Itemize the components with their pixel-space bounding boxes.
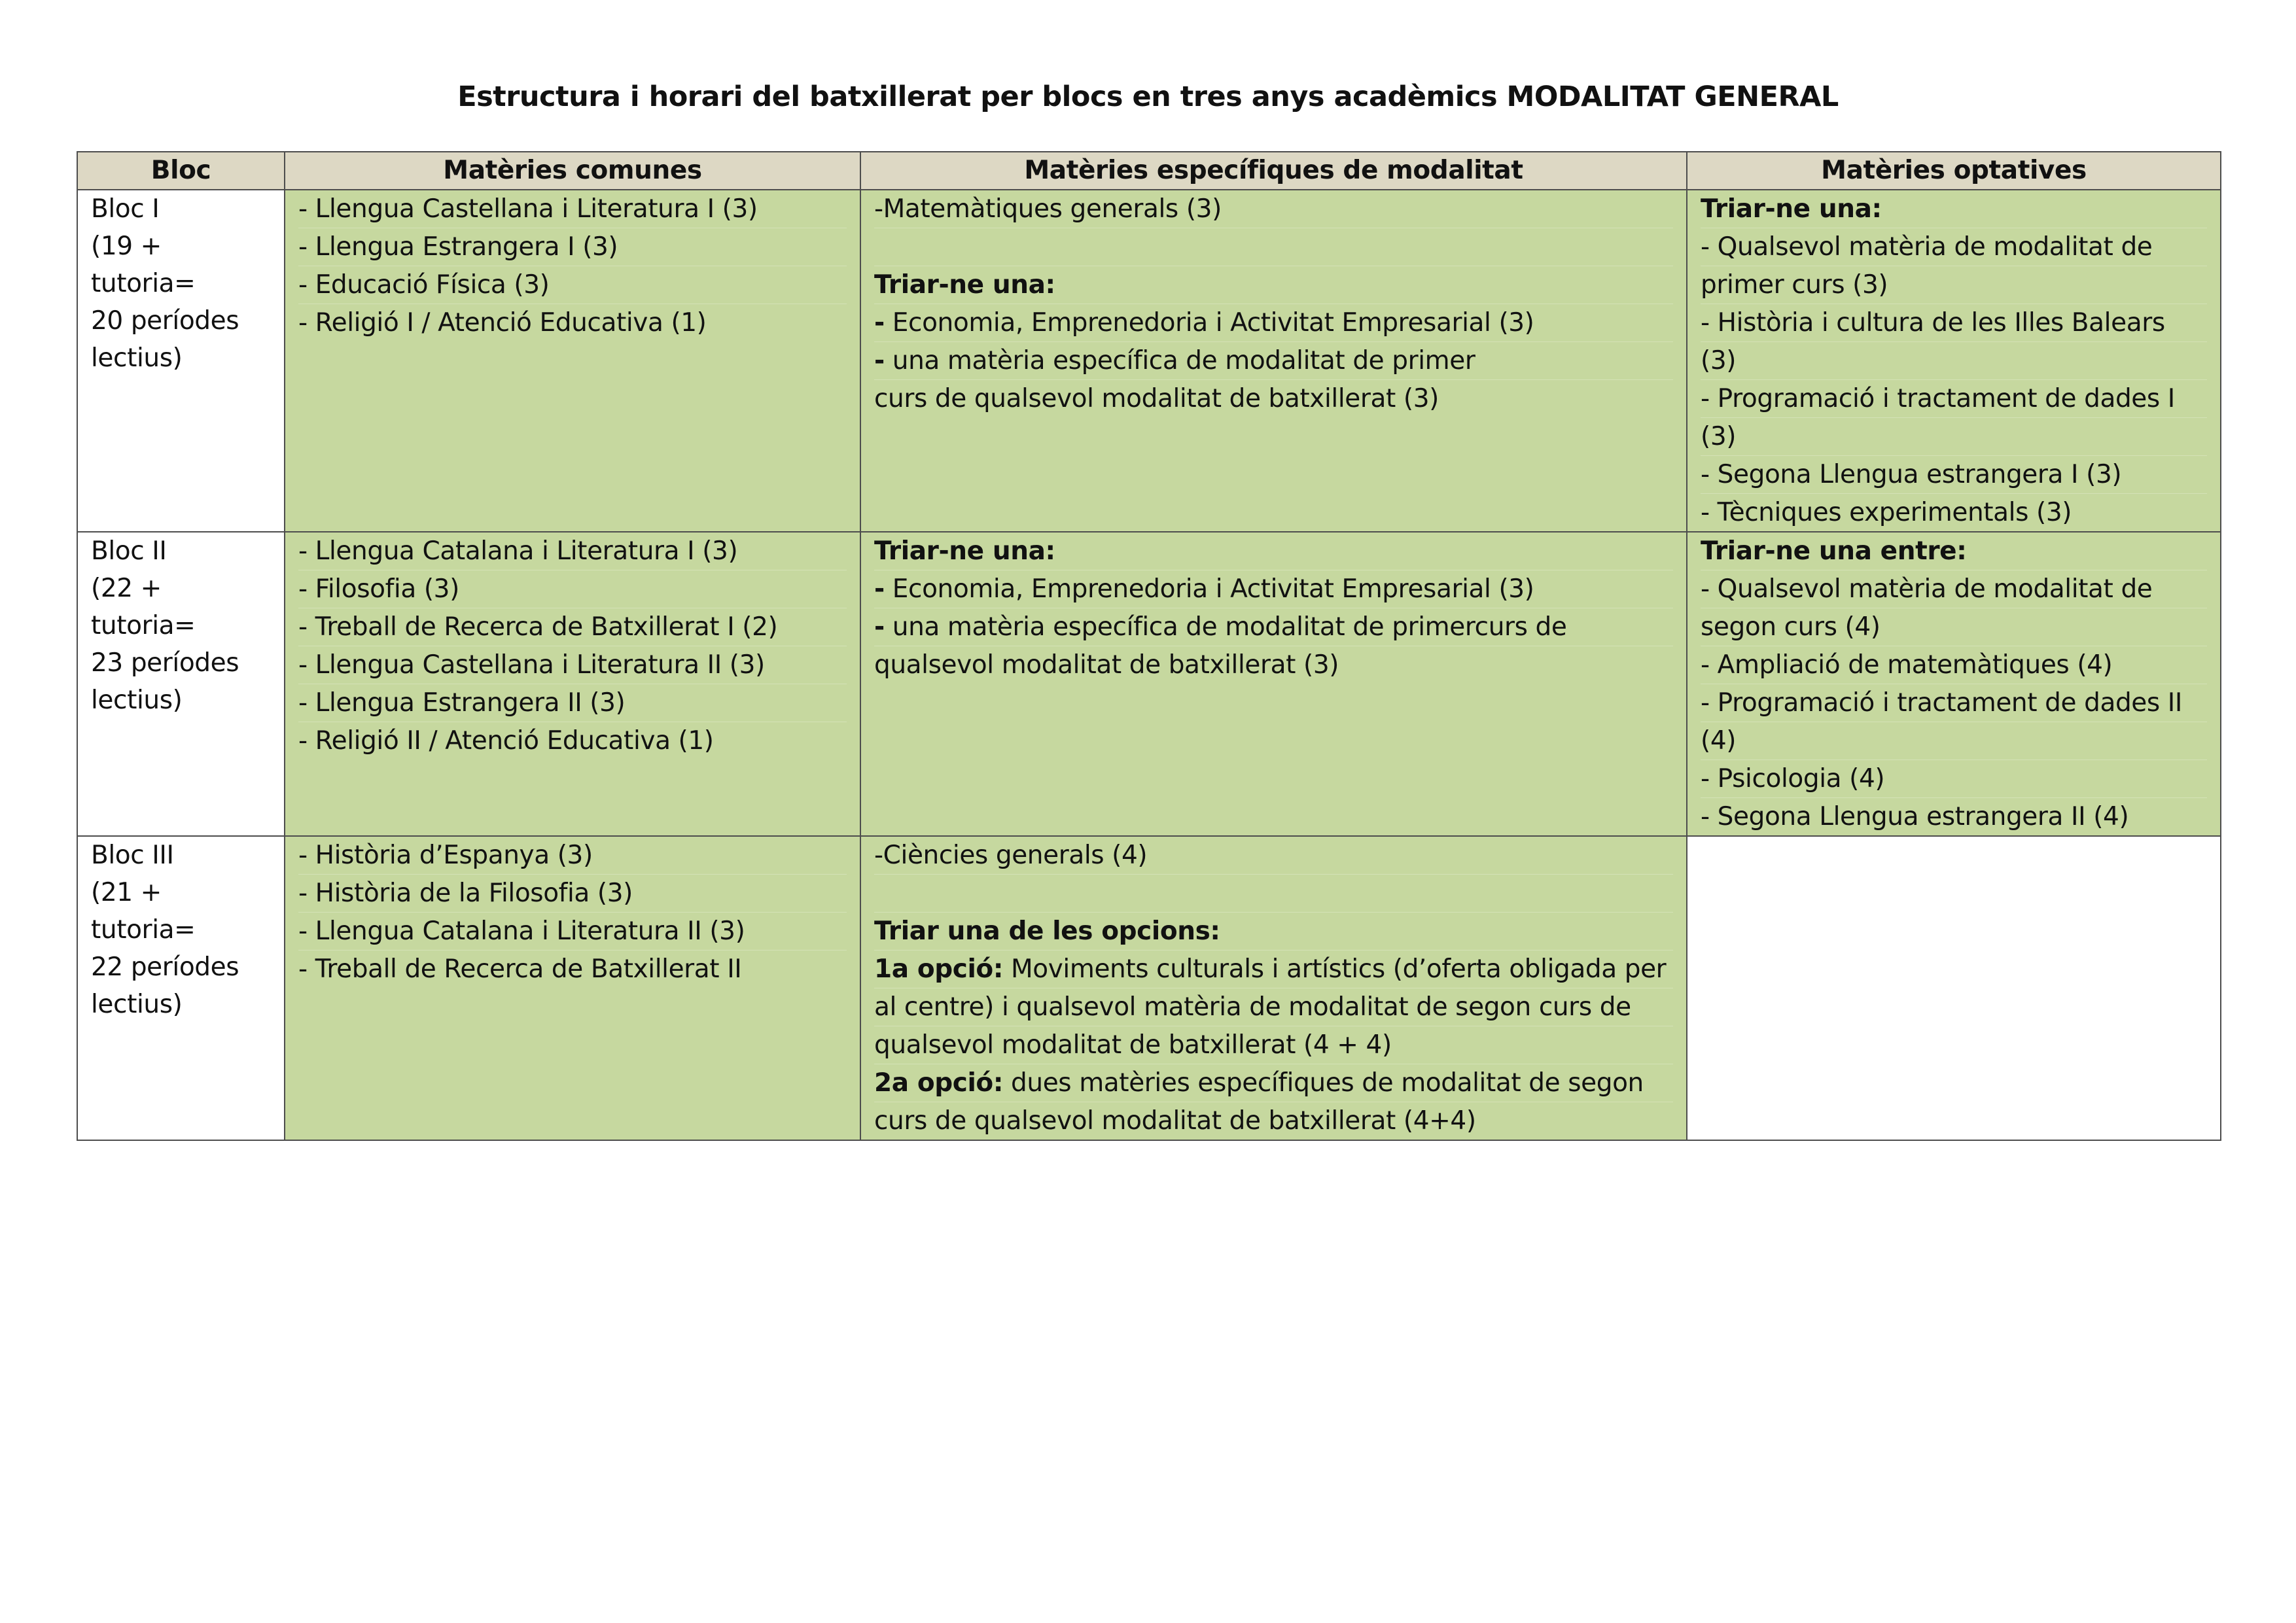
subject-item: - Llengua Catalana i Literatura I (3) bbox=[298, 532, 847, 570]
bloc-name: Bloc II bbox=[91, 536, 167, 566]
choice-heading bbox=[874, 913, 1673, 951]
optatives-cell bbox=[1687, 190, 2221, 532]
blank-line bbox=[874, 228, 1673, 266]
bloc-hours: 22 períodes bbox=[91, 952, 239, 982]
subject-item: - Programació i tractament de dades II bbox=[1701, 684, 2207, 722]
subject-item: - Història i cultura de les Illes Balears bbox=[1701, 304, 2207, 342]
subject-text: una matèria específica de modalitat de primercurs de bbox=[884, 612, 1567, 642]
header-materies-especifiques: Matèries específiques de modalitat bbox=[860, 152, 1687, 190]
subject-item: - Història de la Filosofia (3) bbox=[298, 875, 847, 913]
schedule-table bbox=[77, 151, 2221, 1141]
choice-heading-text: Triar una de les opcions: bbox=[874, 916, 1220, 946]
subject-item: - Ampliació de matemàtiques (4) bbox=[1701, 646, 2207, 684]
choice-heading bbox=[874, 266, 1673, 304]
header-materies-comunes: Matèries comunes bbox=[285, 152, 860, 190]
bloc-cell bbox=[77, 836, 285, 1140]
choice-heading bbox=[874, 532, 1673, 570]
subject-text: Economia, Emprenedoria i Activitat Empresarial (3) bbox=[884, 574, 1534, 604]
subject-item: - Qualsevol matèria de modalitat de bbox=[1701, 570, 2207, 608]
choice-heading-text: Triar-ne una: bbox=[874, 536, 1055, 566]
choice-heading-text: Triar-ne una entre: bbox=[1701, 536, 1967, 566]
bloc-hours: (22 + tutoria= bbox=[91, 574, 196, 640]
subject-item bbox=[874, 342, 1673, 380]
subject-item: - Segona Llengua estrangera II (4) bbox=[1701, 802, 2129, 831]
subject-item: - Llengua Estrangera I (3) bbox=[298, 228, 847, 266]
subject-item: (4) bbox=[1701, 722, 2207, 760]
subject-item: - Educació Física (3) bbox=[298, 266, 847, 304]
especifiques-cell bbox=[860, 532, 1687, 836]
subject-item: - Psicologia (4) bbox=[1701, 760, 2207, 798]
option-text-line: al centre) i qualsevol matèria de modalitat de segon curs de bbox=[874, 988, 1673, 1026]
dash-mark: - bbox=[874, 346, 885, 375]
subject-item: - Segona Llengua estrangera I (3) bbox=[1701, 456, 2207, 494]
table-header-row bbox=[77, 152, 2221, 190]
blank-line bbox=[874, 875, 1673, 913]
comunes-cell bbox=[285, 836, 860, 1140]
option-text-line: qualsevol modalitat de batxillerat (4 + 4) bbox=[874, 1026, 1673, 1064]
optatives-cell bbox=[1687, 532, 2221, 836]
subject-item: primer curs (3) bbox=[1701, 266, 2207, 304]
subject-item: -Matemàtiques generals (3) bbox=[874, 190, 1673, 228]
dash-mark: - bbox=[874, 612, 885, 642]
subject-item: - Llengua Estrangera II (3) bbox=[298, 684, 847, 722]
bloc-hours: 23 períodes bbox=[91, 648, 239, 678]
subject-item: - Qualsevol matèria de modalitat de bbox=[1701, 228, 2207, 266]
header-bloc: Bloc bbox=[77, 152, 285, 190]
header-materies-optatives: Matèries optatives bbox=[1687, 152, 2221, 190]
dash-mark: - bbox=[874, 308, 885, 338]
choice-heading bbox=[1701, 190, 2207, 228]
subject-text: una matèria específica de modalitat de primer bbox=[884, 346, 1475, 375]
bloc-name: Bloc I bbox=[91, 194, 160, 224]
bloc-hours: lectius) bbox=[91, 990, 183, 1019]
subject-item: - Història d’Espanya (3) bbox=[298, 837, 847, 875]
subject-item: - Filosofia (3) bbox=[298, 570, 847, 608]
subject-item: - Treball de Recerca de Batxillerat I (2) bbox=[298, 608, 847, 646]
option-text: Moviments culturals i artístics (d’oferta obligada per bbox=[1003, 954, 1667, 984]
especifiques-cell bbox=[860, 190, 1687, 532]
option-text-line: curs de qualsevol modalitat de batxillerat (4+4) bbox=[874, 1106, 1476, 1136]
subject-item: -Ciències generals (4) bbox=[874, 837, 1673, 875]
table-row-bloc-2 bbox=[77, 532, 2221, 836]
choice-heading bbox=[1701, 532, 2207, 570]
bloc-hours: lectius) bbox=[91, 686, 183, 715]
bloc-hours: (19 + tutoria= bbox=[91, 232, 196, 298]
subject-item: - Tècniques experimentals (3) bbox=[1701, 498, 2072, 527]
subject-item: - Llengua Castellana i Literatura II (3) bbox=[298, 646, 847, 684]
subject-item: - Religió II / Atenció Educativa (1) bbox=[298, 726, 714, 756]
bloc-name: Bloc III bbox=[91, 841, 174, 870]
subject-text: Economia, Emprenedoria i Activitat Empresarial (3) bbox=[884, 308, 1534, 338]
optatives-cell-empty bbox=[1687, 836, 2221, 1140]
table-row-bloc-3 bbox=[77, 836, 2221, 1140]
page-title: Estructura i horari del batxillerat per blocs en tres anys acadèmics MODALITAT GENERAL bbox=[457, 80, 1839, 113]
subject-item: - Llengua Castellana i Literatura I (3) bbox=[298, 190, 847, 228]
option-item bbox=[874, 951, 1673, 988]
subject-item bbox=[874, 608, 1673, 646]
dash-mark: - bbox=[874, 574, 885, 604]
subject-item bbox=[874, 570, 1673, 608]
subject-item bbox=[874, 304, 1673, 342]
choice-heading-text: Triar-ne una: bbox=[1701, 194, 1882, 224]
bloc-cell bbox=[77, 190, 285, 532]
especifiques-cell bbox=[860, 836, 1687, 1140]
option-label: 2a opció: bbox=[874, 1068, 1004, 1098]
table-row-bloc-1 bbox=[77, 190, 2221, 532]
bloc-hours: (21 + tutoria= bbox=[91, 878, 196, 945]
subject-item: - Religió I / Atenció Educativa (1) bbox=[298, 308, 707, 338]
subject-item: curs de qualsevol modalitat de batxillerat (3) bbox=[874, 384, 1439, 413]
comunes-cell bbox=[285, 190, 860, 532]
subject-item: qualsevol modalitat de batxillerat (3) bbox=[874, 650, 1339, 680]
bloc-hours: 20 períodes bbox=[91, 306, 239, 336]
option-item bbox=[874, 1064, 1673, 1102]
subject-item: segon curs (4) bbox=[1701, 608, 2207, 646]
subject-item: (3) bbox=[1701, 342, 2207, 380]
bloc-hours: lectius) bbox=[91, 343, 183, 373]
subject-item: (3) bbox=[1701, 418, 2207, 456]
option-label: 1a opció: bbox=[874, 954, 1004, 984]
subject-item: - Treball de Recerca de Batxillerat II bbox=[298, 954, 742, 984]
option-text: dues matèries específiques de modalitat de segon bbox=[1003, 1068, 1644, 1098]
subject-item: - Llengua Catalana i Literatura II (3) bbox=[298, 913, 847, 951]
comunes-cell bbox=[285, 532, 860, 836]
subject-item: - Programació i tractament de dades I bbox=[1701, 380, 2207, 418]
bloc-cell bbox=[77, 532, 285, 836]
choice-heading-text: Triar-ne una: bbox=[874, 270, 1055, 300]
